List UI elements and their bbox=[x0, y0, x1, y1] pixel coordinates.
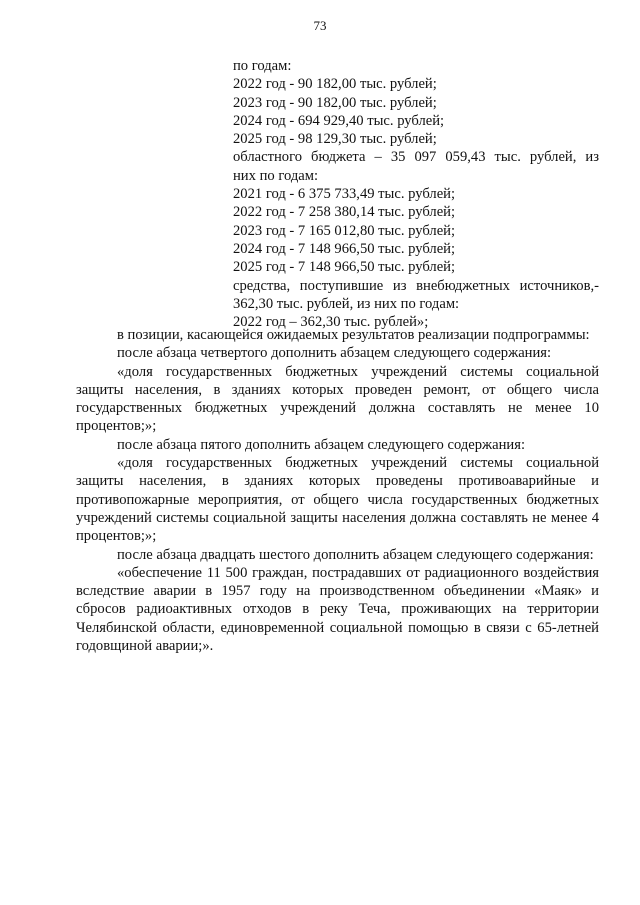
paragraph: в позиции, касающейся ожидаемых результатов реализации подпрограммы: bbox=[117, 327, 590, 343]
funding-line: 2022 год – 362,30 тыс. рублей»; bbox=[233, 314, 429, 331]
funding-line: 2025 год - 98 129,30 тыс. рублей; bbox=[233, 131, 437, 148]
paragraph: после абзаца четвертого дополнить абзацем следующего содержания: bbox=[117, 345, 552, 362]
main-text bbox=[76, 326, 599, 655]
paragraph: после абзаца двадцать шестого дополнить абзацем следующего содержания: bbox=[117, 546, 594, 563]
funding-line: 2025 год - 7 148 966,50 тыс. рублей; bbox=[233, 259, 456, 276]
funding-line: по годам: bbox=[233, 58, 292, 74]
paragraph: после абзаца пятого дополнить абзацем следующего содержания: bbox=[117, 436, 525, 453]
funding-line: 2024 год - 694 929,40 тыс. рублей; bbox=[233, 112, 445, 129]
paragraph: «доля государственных бюджетных учреждений системы социальной защиты населения, в зданиях которых проведен ремонт, от общего числа государственных бюджетных учреждений должна составлять не менее 10 процентов;»; bbox=[76, 363, 599, 435]
funding-line: 2022 год - 90 182,00 тыс. рублей; bbox=[233, 76, 437, 93]
funding-line: них по годам: bbox=[233, 167, 319, 184]
funding-line: областного бюджета – 35 097 059,43 тыс. рублей, из bbox=[233, 149, 599, 166]
paragraph: «доля государственных бюджетных учреждений системы социальной защиты населения, в зданиях которых проведены противоаварийные и противопожарные мероприятия, от общего числа государственных бюджетных учреждений системы социальной защиты населения должна составлять не менее 4 процентов;»; bbox=[76, 455, 599, 545]
funding-line: 2023 год - 90 182,00 тыс. рублей; bbox=[233, 94, 437, 111]
funding-line: 2021 год - 6 375 733,49 тыс. рублей; bbox=[233, 186, 456, 203]
paragraph: «обеспечение 11 500 граждан, пострадавших от радиационного воздействия вследствие аварии в 1957 году на производственном объединении «Маяк» и сбросов радиоактивных отходов в реку Теча, проживающих на территории Челябинской области, единовременной социальной помощью в связи с 65-летней годовщиной аварии;». bbox=[76, 564, 599, 655]
funding-line: 2022 год - 7 258 380,14 тыс. рублей; bbox=[233, 204, 456, 221]
funding-line: 362,30 тыс. рублей, из них по годам: bbox=[233, 295, 460, 312]
funding-line: 2023 год - 7 165 012,80 тыс. рублей; bbox=[233, 222, 456, 239]
page-number: 73 bbox=[313, 18, 327, 33]
funding-block bbox=[233, 57, 599, 331]
funding-line: 2024 год - 7 148 966,50 тыс. рублей; bbox=[233, 240, 456, 257]
funding-line: средства, поступившие из внебюджетных источников,- bbox=[233, 277, 599, 294]
